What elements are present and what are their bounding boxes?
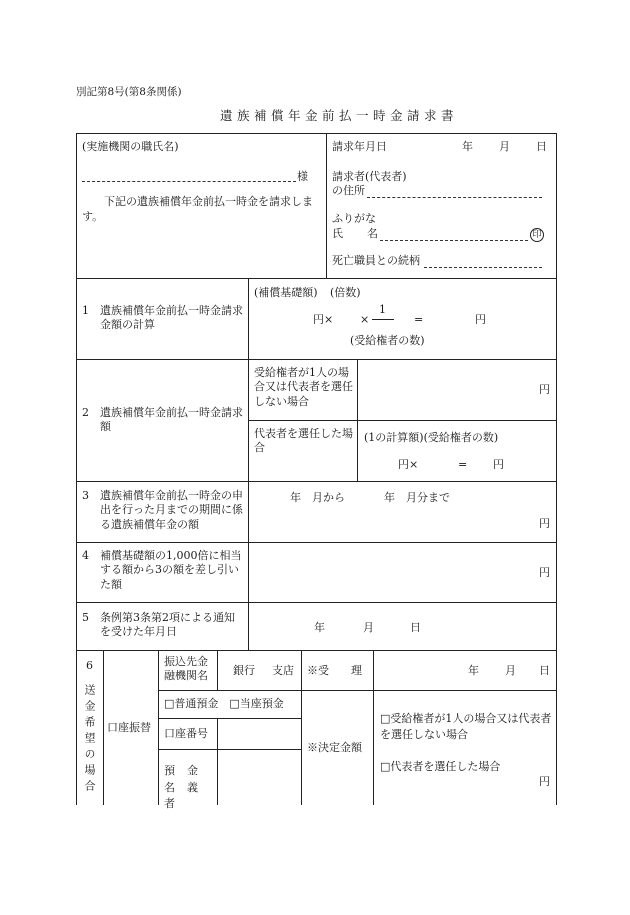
relation-field[interactable]: [424, 267, 542, 268]
row5-day: 日: [410, 621, 421, 634]
row2-case1: 受給権者が1人の場合又は代表者を選任しない場合: [254, 366, 353, 408]
row2-label: 遺族補償年金前払一時金請求額: [100, 406, 243, 434]
name-field[interactable]: [380, 240, 528, 241]
row-divider: [76, 650, 557, 651]
row2-calc-label: (1の計算額)(受給権者の数): [364, 431, 499, 444]
row-divider: [158, 749, 301, 750]
row2-number: 2: [82, 406, 89, 419]
col-divider: [326, 133, 327, 279]
row-divider: [76, 481, 557, 482]
row1-number: 1: [82, 304, 89, 317]
col-divider: [103, 650, 104, 805]
col-divider: [248, 278, 249, 650]
address-label: の住所: [332, 184, 365, 197]
name-label-1: 氏: [332, 227, 343, 240]
bank-name-label: 振込先金融機関名: [164, 655, 208, 683]
row6-number: 6: [86, 659, 93, 672]
account-type-options[interactable]: □普通預金 □当座預金: [164, 697, 284, 710]
row6-vertical-label: 送金希望の場合: [83, 684, 96, 796]
table-border-top: [76, 133, 557, 134]
transfer-label: 口座振替: [107, 721, 151, 734]
row-divider: [158, 718, 301, 719]
agency-label: (実施機関の職氏名): [82, 140, 179, 153]
bank-label: 銀行: [233, 664, 255, 677]
col-divider: [373, 650, 374, 805]
received-label: ※受 理: [307, 664, 362, 677]
row-divider: [76, 602, 557, 603]
row3-from: 年 月から: [290, 491, 345, 504]
row2-case1-yen: 円: [539, 383, 550, 396]
table-border-right: [556, 133, 557, 805]
row1-times: ×: [360, 313, 370, 326]
request-date-day: 日: [536, 140, 547, 153]
row1-equals: =: [414, 313, 424, 326]
decision-option-2[interactable]: □代表者を選任した場合: [380, 760, 501, 773]
multiplier-label: (倍数): [330, 286, 361, 299]
seal-mark: [530, 227, 544, 242]
request-date-label: 請求年月日: [332, 140, 387, 153]
row5-label: 条例第3条第2項による通知を受けた年月日: [100, 611, 235, 639]
row1-label: 遺族補償年金前払一時金請求金額の計算: [100, 304, 243, 332]
relation-label: 死亡職員との続柄: [332, 254, 420, 267]
row5-month: 月: [363, 621, 374, 634]
col-divider: [217, 650, 218, 690]
col-divider: [301, 650, 302, 805]
branch-label: 支店: [272, 664, 294, 677]
received-day: 日: [539, 664, 550, 677]
received-year: 年: [468, 664, 479, 677]
col-divider: [357, 359, 358, 481]
decision-option-1[interactable]: □受給権者が1人の場合又は代表者を選任しない場合: [380, 712, 552, 741]
fraction-numerator: 1: [379, 303, 386, 316]
row3-number: 3: [82, 489, 89, 502]
base-amount-label: (補償基礎額): [254, 286, 318, 299]
row-divider: [248, 420, 557, 421]
row-divider: [76, 542, 557, 543]
claimant-label: 請求者(代表者): [332, 170, 407, 183]
page-title: 遺族補償年金前払一時金請求書: [220, 108, 459, 123]
row2-calc-equals: =: [458, 458, 468, 471]
row4-yen: 円: [539, 566, 550, 579]
col-divider: [158, 650, 159, 805]
request-date-month: 月: [499, 140, 510, 153]
account-holder-label: 預金名義者: [164, 764, 210, 810]
row3-yen: 円: [539, 517, 550, 530]
col-divider: [217, 718, 218, 805]
row-divider: [76, 278, 557, 279]
row2-calc-yen-times: 円×: [398, 458, 419, 471]
row4-label: 補償基礎額の1,000倍に相当する額から3の額を差し引いた額: [100, 549, 242, 591]
received-month: 月: [505, 664, 516, 677]
name-label-2: 名: [367, 227, 378, 240]
fraction-line: [372, 319, 394, 320]
row2-calc-yen: 円: [493, 458, 504, 471]
fraction-denominator: (受給権者の数): [350, 334, 425, 347]
account-number-label: 口座番号: [164, 727, 208, 740]
seal-icon: 印: [530, 228, 544, 242]
row5-year: 年: [314, 621, 325, 634]
form-number: 別記第8号(第8条関係): [76, 86, 182, 98]
request-date-year: 年: [462, 140, 473, 153]
row-divider: [76, 359, 557, 360]
row3-to: 年 月分まで: [384, 491, 450, 504]
row4-number: 4: [82, 549, 89, 562]
row1-yen: 円: [475, 313, 486, 326]
agency-name-field[interactable]: [82, 181, 296, 182]
row3-label: 遺族補償年金前払一時金の申出を行った月までの期間に係る遺族補償年金の額: [100, 489, 243, 531]
row-divider: [158, 690, 557, 691]
table-border-left: [76, 133, 77, 805]
request-statement: 下記の遺族補償年金前払一時金を請求します。: [82, 195, 313, 223]
sama-label: 様: [297, 170, 308, 183]
decided-amount-label: ※決定金額: [307, 741, 362, 754]
address-field[interactable]: [367, 197, 542, 198]
decided-yen: 円: [539, 775, 550, 788]
row5-number: 5: [82, 611, 89, 624]
row1-yen-times: 円×: [313, 313, 334, 326]
furigana-label: ふりがな: [332, 212, 376, 225]
row2-case2: 代表者を選任した場合: [254, 427, 353, 455]
